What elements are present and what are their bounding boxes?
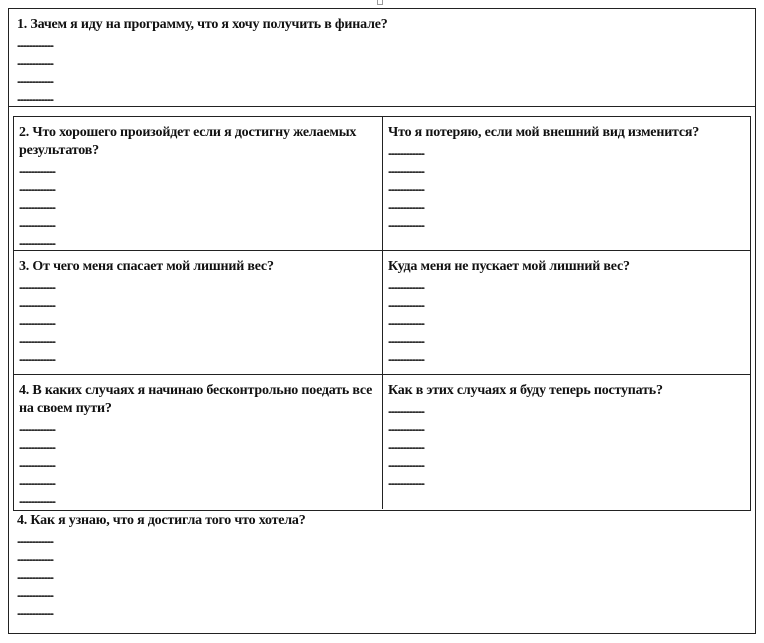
questionnaire-sheet — [8, 8, 756, 634]
questions-table — [13, 116, 751, 511]
answer-line[interactable]: ........................ — [17, 535, 53, 546]
answer-line[interactable]: ........................ — [388, 423, 424, 434]
answer-line[interactable]: ........................ — [19, 477, 55, 488]
question-4-cell — [14, 375, 383, 509]
question-3-answer-lines — [19, 278, 377, 368]
question-5-section — [9, 509, 755, 625]
answer-line[interactable]: ........................ — [19, 237, 55, 248]
answer-line[interactable]: ........................ — [388, 219, 424, 230]
question-1-answer-lines — [17, 36, 747, 108]
answer-line[interactable]: ........................ — [19, 183, 55, 194]
answer-line[interactable]: ........................ — [388, 299, 424, 310]
answer-line[interactable]: ........................ — [388, 147, 424, 158]
answer-line[interactable]: ........................ — [17, 93, 53, 104]
answer-line[interactable]: ........................ — [19, 441, 55, 452]
answer-line[interactable]: ........................ — [17, 39, 53, 50]
question-3b-cell — [383, 251, 749, 374]
question-3b-answer-lines — [388, 278, 744, 368]
answer-line[interactable]: ........................ — [19, 495, 55, 506]
answer-line[interactable]: ........................ — [19, 201, 55, 212]
answer-line[interactable]: ........................ — [388, 317, 424, 328]
table-row-question-3 — [14, 251, 750, 375]
answer-line[interactable]: ........................ — [17, 589, 53, 600]
page-top-marker — [377, 0, 383, 5]
answer-line[interactable]: ........................ — [388, 459, 424, 470]
question-2-answer-lines — [19, 162, 377, 252]
question-2b-cell — [383, 117, 749, 250]
question-4-text: 4. В каких случаях я начинаю бесконтрольно поедать все на своем пути? — [19, 383, 373, 416]
question-3-text: 3. От чего меня спасает мой лишний вес? — [19, 259, 274, 274]
question-2b-answer-lines — [388, 144, 744, 234]
answer-line[interactable]: ........................ — [388, 353, 424, 364]
answer-line[interactable]: ........................ — [17, 57, 53, 68]
question-4-answer-lines — [19, 420, 377, 510]
answer-line[interactable]: ........................ — [19, 165, 55, 176]
answer-line[interactable]: ........................ — [388, 477, 424, 488]
answer-line[interactable]: ........................ — [19, 299, 55, 310]
question-1-text: 1. Зачем я иду на программу, что я хочу получить в финале? — [17, 17, 388, 32]
question-4b-answer-lines — [388, 402, 744, 492]
answer-line[interactable]: ........................ — [17, 553, 53, 564]
question-4b-text: Как в этих случаях я буду теперь поступать? — [388, 383, 663, 398]
answer-line[interactable]: ........................ — [388, 335, 424, 346]
question-2-text: 2. Что хорошего произойдет если я достигну желаемых результатов? — [19, 125, 357, 158]
question-2b-text: Что я потеряю, если мой внешний вид изменится? — [388, 125, 700, 140]
answer-line[interactable]: ........................ — [388, 281, 424, 292]
answer-line[interactable]: ........................ — [17, 571, 53, 582]
answer-line[interactable]: ........................ — [388, 441, 424, 452]
answer-line[interactable]: ........................ — [388, 201, 424, 212]
table-row-question-2 — [14, 117, 750, 251]
answer-line[interactable]: ........................ — [19, 281, 55, 292]
question-3-cell — [14, 251, 383, 374]
answer-line[interactable]: ........................ — [388, 405, 424, 416]
answer-line[interactable]: ........................ — [17, 75, 53, 86]
table-row-question-4 — [14, 375, 750, 509]
question-4b-cell — [383, 375, 749, 509]
answer-line[interactable]: ........................ — [388, 183, 424, 194]
question-3b-text: Куда меня не пускает мой лишний вес? — [388, 259, 630, 274]
question-1-section — [9, 9, 755, 107]
question-5-answer-lines — [17, 532, 747, 622]
answer-line[interactable]: ........................ — [19, 219, 55, 230]
answer-line[interactable]: ........................ — [17, 607, 53, 618]
question-2-cell — [14, 117, 383, 250]
answer-line[interactable]: ........................ — [19, 335, 55, 346]
answer-line[interactable]: ........................ — [19, 423, 55, 434]
answer-line[interactable]: ........................ — [388, 165, 424, 176]
answer-line[interactable]: ........................ — [19, 353, 55, 364]
answer-line[interactable]: ........................ — [19, 317, 55, 328]
answer-line[interactable]: ........................ — [19, 459, 55, 470]
question-5-text: 4. Как я узнаю, что я достигла того что хотела? — [17, 513, 306, 528]
